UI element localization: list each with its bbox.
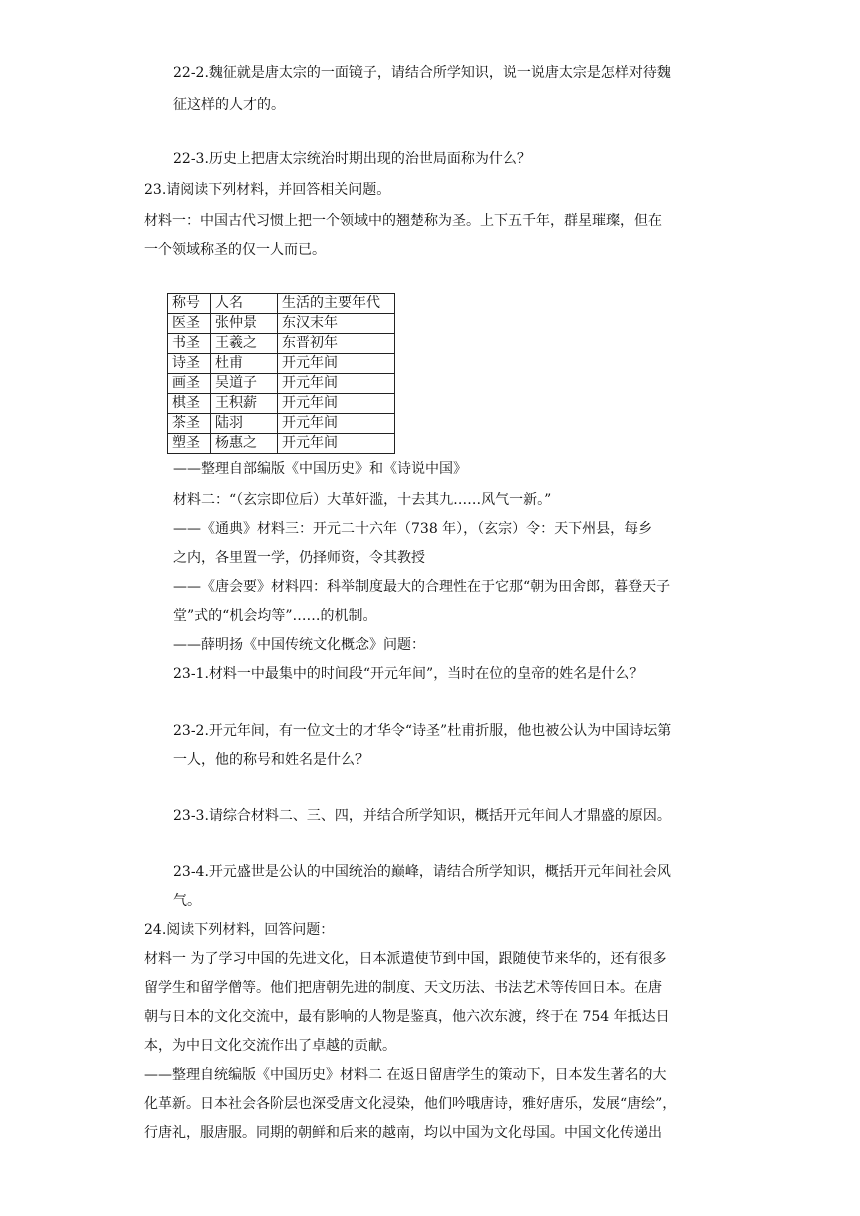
table-cell-title: 茶圣	[168, 414, 211, 434]
q23-material3-line2: 之内，各里置一学，仍择师资，令其教授	[173, 550, 425, 566]
table-header: 人名	[211, 294, 278, 314]
q24-material1-line4: 本，为中日文化交流作出了卓越的贡献。	[144, 1038, 396, 1054]
q23-material1-line2: 一个领域称圣的仅一人而已。	[144, 242, 326, 258]
table-cell-title: 医圣	[168, 314, 211, 334]
table-cell-era: 开元年间	[278, 434, 395, 454]
q22-2-line1: 22-2.魏征就是唐太宗的一面镜子，请结合所学知识，说一说唐太宗是怎样对待魏	[173, 65, 671, 81]
q22-2-line2: 征这样的人才的。	[173, 97, 285, 113]
q23-2-line2: 一人，他的称号和姓名是什么？	[173, 752, 369, 768]
table-cell-name: 吴道子	[211, 374, 278, 394]
table-cell-name: 张仲景	[211, 314, 278, 334]
q22-3: 22-3.历史上把唐太宗统治时期出现的治世局面称为什么？	[173, 151, 531, 167]
table-row	[168, 434, 395, 454]
table-row	[168, 314, 395, 334]
table-cell-title: 塑圣	[168, 434, 211, 454]
q24-material1-line3: 朝与日本的文化交流中，最有影响的人物是鉴真，他六次东渡，终于在 754 年抵达日	[144, 1009, 670, 1025]
q24-material1-line1: 材料一 为了学习中国的先进文化，日本派遣使节到中国，跟随使节来华的，还有很多	[144, 951, 667, 967]
table-cell-name: 王积薪	[211, 394, 278, 414]
q23-4-line1: 23-4.开元盛世是公认的中国统治的巅峰，请结合所学知识，概括开元年间社会风	[173, 864, 671, 880]
table-cell-name: 杨惠之	[211, 434, 278, 454]
table-cell-title: 棋圣	[168, 394, 211, 414]
table-cell-era: 开元年间	[278, 414, 395, 434]
table-cell-name: 王羲之	[211, 334, 278, 354]
q23-material1-line1: 材料一：中国古代习惯上把一个领域中的翘楚称为圣。上下五千年，群星璀璨，但在	[144, 213, 662, 229]
q23-material4-line2: 堂”式的“机会均等”……的机制。	[173, 608, 377, 624]
table-cell-era: 开元年间	[278, 354, 395, 374]
table-cell-era: 开元年间	[278, 394, 395, 414]
table-header: 称号	[168, 294, 211, 314]
q24-heading: 24.阅读下列材料，回答问题：	[144, 922, 335, 938]
q23-4-line2: 气。	[173, 893, 201, 909]
q23-material4-source: ——薛明扬《中国传统文化概念》问题：	[173, 637, 425, 653]
table-cell-title: 书圣	[168, 334, 211, 354]
q23-2-line1: 23-2.开元年间，有一位文士的才华令“诗圣”杜甫折服，他也被公认为中国诗坛第	[173, 723, 672, 739]
table-row	[168, 374, 395, 394]
table-cell-title: 诗圣	[168, 354, 211, 374]
table-header-row	[168, 294, 395, 314]
table-row	[168, 394, 395, 414]
q23-heading: 23.请阅读下列材料，并回答相关问题。	[144, 182, 391, 198]
q23-1: 23-1.材料一中最集中的时间段“开元年间”，当时在位的皇帝的姓名是什么？	[173, 666, 644, 682]
q23-material3-line1: ——《通典》材料三：开元二十六年（738 年），（玄宗）令：天下州县，每乡	[173, 521, 653, 537]
table-cell-title: 画圣	[168, 374, 211, 394]
q24-material1-line2: 留学生和留学僧等。他们把唐朝先进的制度、天文历法、书法艺术等传回日本。在唐	[144, 980, 662, 996]
q23-material2: 材料二：“（玄宗即位后）大革奸滥，十去其九……风气一新。”	[173, 492, 552, 508]
q24-material2-line2: 化革新。日本社会各阶层也深受唐文化浸染，他们吟哦唐诗，雅好唐乐，发展“唐绘”，	[144, 1096, 677, 1112]
table-header: 生活的主要年代	[278, 294, 395, 314]
table-cell-era: 东汉末年	[278, 314, 395, 334]
table-cell-era: 开元年间	[278, 374, 395, 394]
saints-table	[167, 293, 395, 454]
table-row	[168, 334, 395, 354]
q24-material2-line1: ——整理自统编版《中国历史》材料二 在返日留唐学生的策动下，日本发生著名的大	[144, 1067, 667, 1083]
table-row	[168, 414, 395, 434]
table-cell-name: 杜甫	[211, 354, 278, 374]
q23-material4-line1: ——《唐会要》材料四：科举制度最大的合理性在于它那“朝为田舍郎，暮登天子	[173, 579, 671, 595]
table-cell-name: 陆羽	[211, 414, 278, 434]
q23-source1: ——整理自部编版《中国历史》和《诗说中国》	[173, 461, 467, 477]
table-cell-era: 东晋初年	[278, 334, 395, 354]
table-row	[168, 354, 395, 374]
q23-3: 23-3.请综合材料二、三、四，并结合所学知识，概括开元年间人才鼎盛的原因。	[173, 808, 671, 824]
q24-material2-line3: 行唐礼，服唐服。同期的朝鲜和后来的越南，均以中国为文化母国。中国文化传递出	[144, 1125, 662, 1141]
